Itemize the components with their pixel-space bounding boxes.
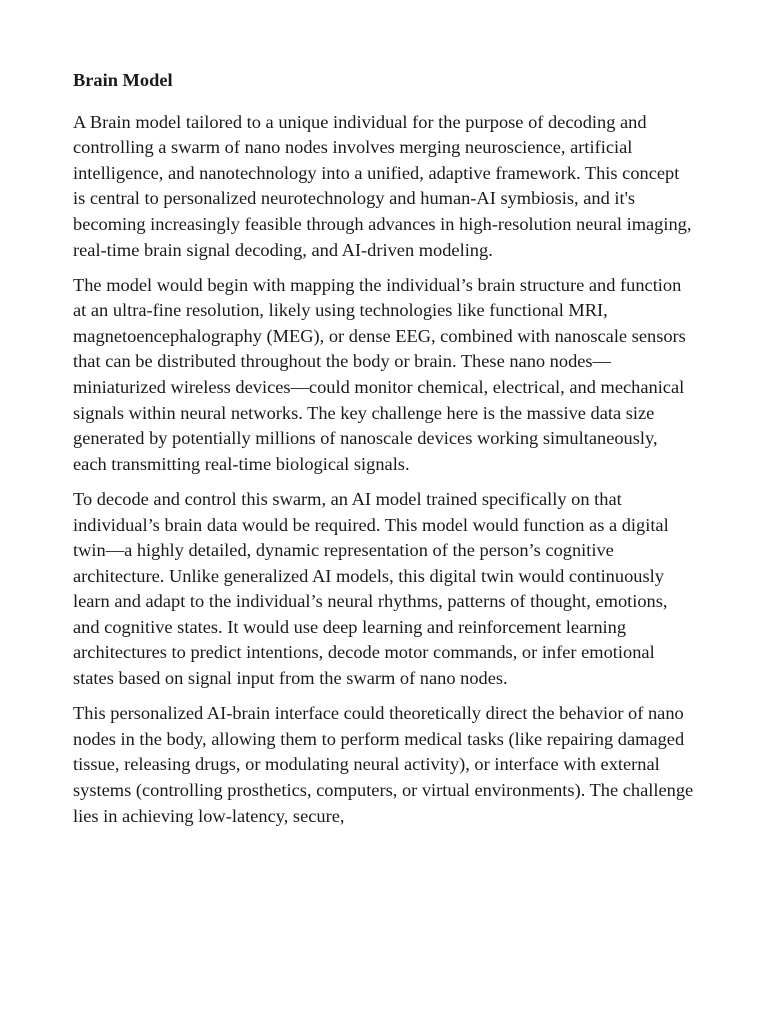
paragraph-4: This personalized AI-brain interface could theoretically direct the behavior of nano nodes in the body, allowing them to perform medical tasks (like repairing damaged tissue, releasing drugs, or modulating neural activity), or interface with external systems (controlling prosthetics, computers, or virtual environments). The challenge lies in achieving low-latency, secure, — [73, 703, 694, 826]
paragraph-3: To decode and control this swarm, an AI model trained specifically on that individual’s brain data would be required. This model would function as a digital twin—a highly detailed, dynamic representation of the person’s cognitive architecture. Unlike generalized AI models, this digital twin would continuously learn and adapt to the individual’s neural rhythms, patterns of thought, emotions, and cognitive states. It would use deep learning and reinforcement learning architectures to predict intentions, decode motor commands, or infer emotional states based on signal input from the swarm of nano nodes. — [73, 488, 669, 689]
document-title: Brain Model — [73, 70, 173, 90]
document-body — [73, 68, 695, 839]
paragraph-2: The model would begin with mapping the individual’s brain structure and function at an ultra-fine resolution, likely using technologies like functional MRI, magnetoencephalography (MEG), or dense EEG, combined with nanoscale sensors that can be distributed throughout the body or brain. These nano nodes—miniaturized wireless devices—could monitor chemical, electrical, and mechanical signals within neural networks. The key challenge here is the massive data size generated by potentially millions of nanoscale devices working simultaneously, each transmitting real-time biological signals. — [73, 274, 686, 474]
paragraph-1: A Brain model tailored to a unique individual for the purpose of decoding and controlling a swarm of nano nodes involves merging neuroscience, artificial intelligence, and nanotechnology into a unified, adaptive framework. This concept is central to personalized neurotechnology and human-AI symbiosis, and it's becoming increasingly feasible through advances in high-resolution neural imaging, real-time brain signal decoding, and AI-driven modeling. — [73, 111, 692, 260]
